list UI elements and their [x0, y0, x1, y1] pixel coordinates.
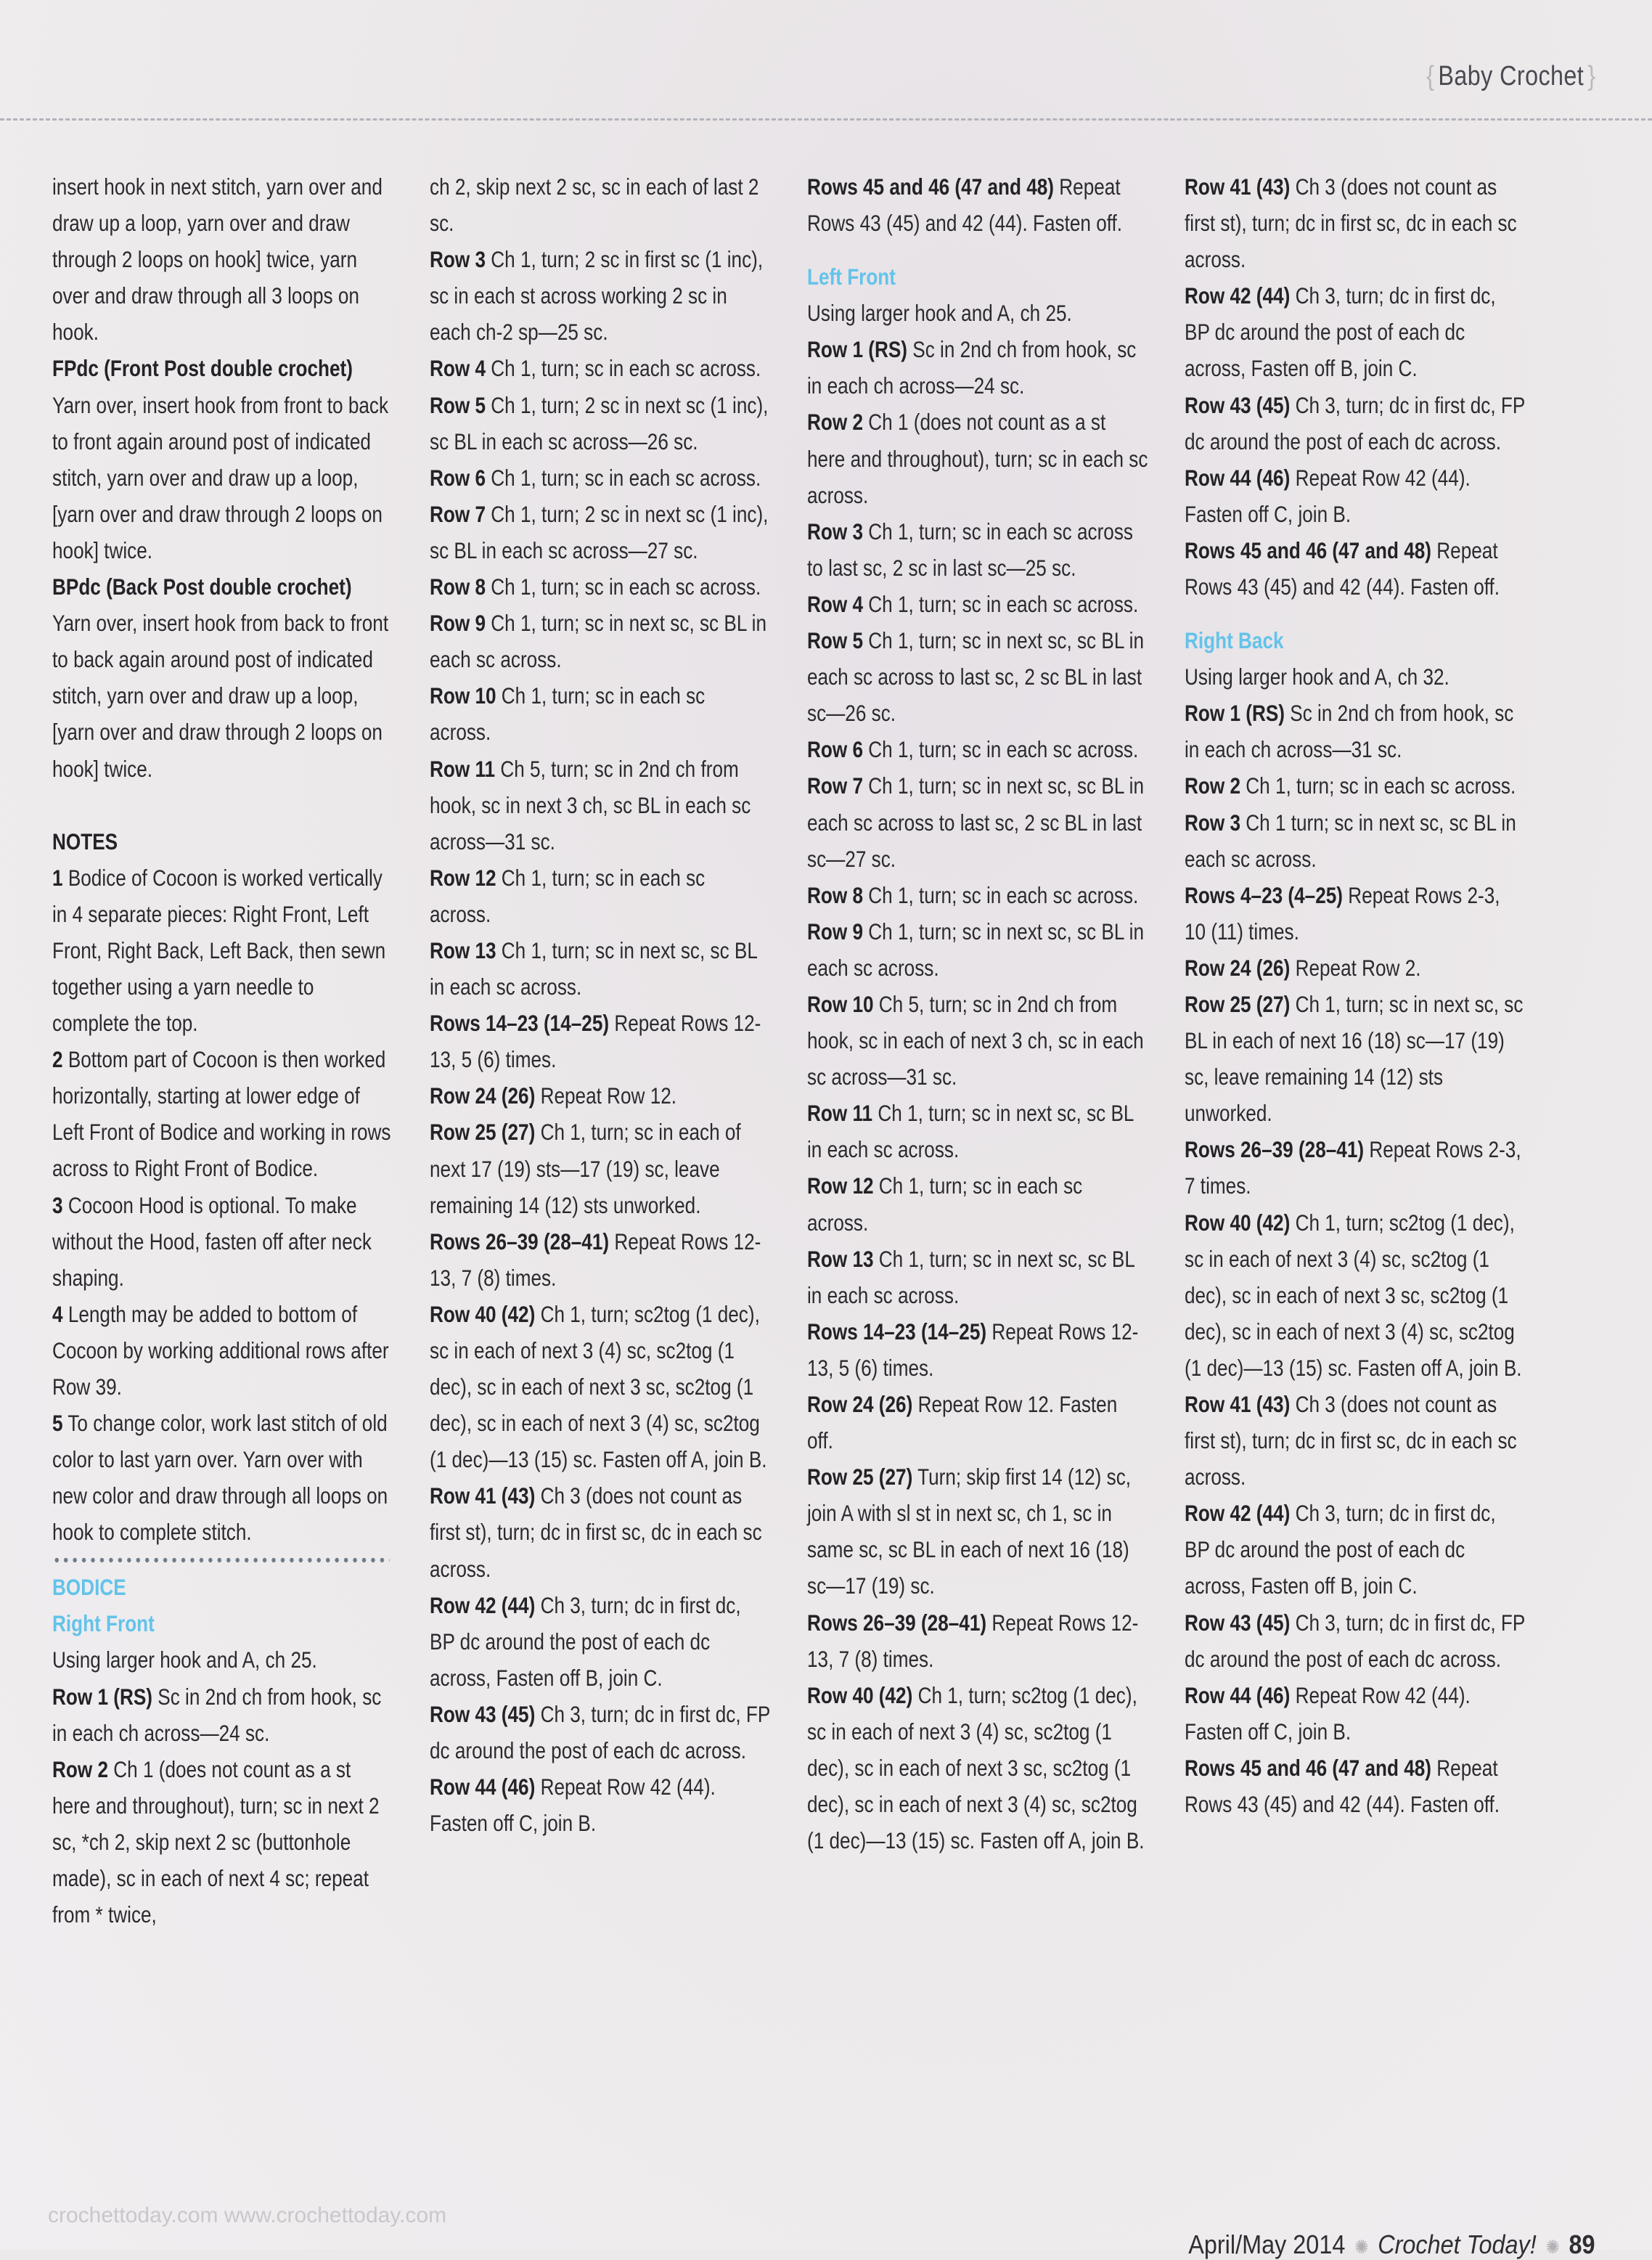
row-label: Rows 26–39 (28–41) [430, 1228, 610, 1255]
right-front-rows-continued [430, 241, 771, 1841]
pattern-row [52, 1751, 393, 1933]
row-label: Row 25 (27) [1185, 990, 1291, 1017]
spacer [1185, 605, 1526, 622]
row-label: Row 40 (42) [430, 1300, 536, 1327]
note-text: To change color, work last stitch of old color to last yarn over. Yarn over with new color and draw through all loops on hook to complete stitch. [52, 1410, 388, 1546]
row-instructions: Ch 3, turn; dc in first dc, BP dc around the post of each dc across, Fasten off B, join C. [1185, 282, 1496, 382]
row-instructions: Ch 1, turn; sc in each sc across. [430, 864, 706, 927]
notes-heading: NOTES [52, 828, 118, 854]
spacer [52, 787, 393, 823]
row-instructions: Ch 1 (does not count as a st here and throughout), turn; sc in each sc across. [807, 409, 1148, 508]
row-label: Row 13 [430, 937, 496, 963]
row-instructions: Repeat Rows 12-13, 5 (6) times. [807, 1318, 1139, 1381]
row-label: Row 1 (RS) [1185, 700, 1285, 727]
row-instructions: Ch 1, turn; sc in each sc across. [485, 464, 761, 491]
row-instructions: Ch 3, turn; dc in first dc, BP dc around the post of each dc across, Fasten off B, join C. [430, 1591, 741, 1691]
pattern-row [430, 1223, 771, 1296]
note-number: 3 [52, 1191, 63, 1218]
row-instructions: Ch 1, turn; sc in each sc across. [862, 881, 1139, 908]
row-instructions: Ch 1, turn; sc in next sc, sc BL in each sc across to last sc, 2 sc BL in last sc—27 sc. [807, 772, 1145, 872]
row-instructions: Ch 1, turn; sc in each sc across. [807, 1172, 1083, 1236]
pattern-row [1185, 1604, 1526, 1677]
row-label: Row 13 [807, 1245, 874, 1272]
pattern-row [430, 568, 771, 605]
row-label: Row 43 (45) [1185, 1609, 1291, 1636]
row-label: Row 2 [807, 409, 863, 436]
pattern-row [430, 460, 771, 496]
pattern-row [807, 767, 1148, 876]
footer-magazine: Crochet Today! [1378, 2230, 1537, 2259]
pattern-row [1185, 1495, 1526, 1604]
pattern-row [430, 1296, 771, 1477]
pattern-row [1185, 1750, 1526, 1822]
row-instructions: Turn; skip first 14 (12) sc, join A with sl st in next sc, ch 1, sc in same sc, sc BL in each of next 16 (18) sc—17 (19) sc. [807, 1464, 1132, 1599]
pattern-row [52, 1041, 393, 1186]
row-label: Row 4 [807, 590, 863, 617]
row-instructions: Repeat Row 2. [1290, 954, 1421, 981]
row-label: Row 1 (RS) [52, 1683, 153, 1710]
row-label: Row 11 [430, 755, 496, 782]
pattern-row [430, 1696, 771, 1769]
row-instructions: Ch 1, turn; sc in each sc across to last sc, 2 sc in last sc—25 sc. [807, 518, 1133, 581]
pattern-row [807, 731, 1148, 767]
row-instructions: Sc in 2nd ch from hook, sc in each ch across—31 sc. [1185, 700, 1514, 763]
pattern-row [430, 387, 771, 460]
row-instructions: Repeat Row 12. Fasten off. [807, 1391, 1118, 1454]
column-3 [807, 168, 1148, 1859]
row-label: Row 12 [430, 864, 496, 891]
pattern-row [807, 1313, 1148, 1386]
row-label: Row 41 (43) [1185, 1391, 1291, 1417]
pattern-row [430, 860, 771, 932]
row-label: Row 25 (27) [807, 1464, 913, 1490]
row-instructions: Repeat Rows 43 (45) and 42 (44). Fasten off. [807, 174, 1123, 237]
row-instructions: Repeat Rows 12-13, 5 (6) times. [430, 1010, 761, 1073]
pattern-row [1185, 695, 1526, 767]
pattern-row [1185, 804, 1526, 877]
pattern-row [52, 1678, 393, 1751]
row-label: Row 8 [807, 881, 863, 908]
pattern-row [430, 350, 771, 386]
row-label: Row 5 [430, 391, 486, 418]
row-label: Row 1 (RS) [807, 336, 908, 363]
row-label: Row 10 [430, 682, 496, 709]
pattern-row [807, 1677, 1148, 1859]
row-label: Row 9 [807, 918, 863, 945]
pattern-row [52, 1187, 393, 1296]
intro-paragraph: insert hook in next stitch, yarn over and draw up a loop, yarn over and draw through 2 loops on hook] twice, yarn over and draw through all 3 loops on hook. [52, 174, 383, 346]
row-label: Row 12 [807, 1172, 874, 1199]
pattern-row [1185, 1386, 1526, 1495]
pattern-row [807, 986, 1148, 1095]
row-label: Row 24 (26) [1185, 954, 1291, 981]
row-instructions: Ch 1, turn; sc in next sc, sc BL in each sc across. [807, 1100, 1134, 1163]
row-instructions: Ch 1, turn; sc in each sc across. [485, 574, 761, 600]
pattern-row [807, 168, 1148, 241]
left-front-final-rows [1185, 168, 1526, 605]
note-text: Bodice of Cocoon is worked vertically in 4 separate pieces: Right Front, Left Front, Right Back, Left Back, then sewn together using a yarn needle to complete the top. [52, 864, 386, 1037]
pattern-row [430, 605, 771, 677]
right-front-rows [52, 1678, 393, 1933]
row-label: Row 7 [807, 772, 863, 799]
header-bracket-close: } [1587, 61, 1596, 91]
row-label: Row 7 [430, 500, 486, 527]
row-instructions: Ch 1, turn; 2 sc in first sc (1 inc), sc in each st across working 2 sc in each ch-2 sp—25 sc. [430, 246, 764, 346]
bpdc-definition [52, 568, 393, 787]
pattern-row [1185, 460, 1526, 532]
row-label: Row 42 (44) [1185, 282, 1291, 309]
pattern-row [430, 1477, 771, 1586]
spacer [807, 241, 1148, 258]
fpdc-definition [52, 350, 393, 568]
pattern-row [1185, 387, 1526, 460]
ghost-url-text: crochettoday.com www.crochettoday.com [48, 2203, 447, 2227]
note-text: Bottom part of Cocoon is then worked horizontally, starting at lower edge of Left Front of Bodice and working in rows across to Right Front of Bodice. [52, 1046, 391, 1182]
pattern-row [52, 1296, 393, 1405]
pattern-row [430, 1114, 771, 1223]
footer-bullet-icon: ✺ [1354, 2236, 1370, 2258]
notes-list [52, 860, 393, 1551]
row-label: Rows 26–39 (28–41) [1185, 1136, 1365, 1163]
right-front-start: Using larger hook and A, ch 25. [52, 1647, 317, 1673]
row-label: Rows 45 and 46 (47 and 48) [1185, 1754, 1432, 1781]
pattern-row [807, 1459, 1148, 1604]
footer-bullet-icon: ✺ [1545, 2236, 1561, 2258]
row-label: Row 42 (44) [1185, 1500, 1291, 1527]
row-label: Rows 14–23 (14–25) [807, 1318, 987, 1345]
row-label: Row 25 (27) [430, 1119, 536, 1146]
row-label: Rows 4–23 (4–25) [1185, 881, 1344, 908]
pattern-row [807, 1604, 1148, 1677]
right-back-rows [1185, 695, 1526, 1822]
row-label: Rows 26–39 (28–41) [807, 1609, 987, 1636]
page-footer [1189, 2230, 1595, 2260]
right-back-heading: Right Back [1185, 627, 1284, 654]
pattern-row [430, 241, 771, 350]
row-label: Rows 14–23 (14–25) [430, 1010, 610, 1037]
row-instructions: Repeat Rows 2-3, 10 (11) times. [1185, 881, 1500, 945]
pattern-row [430, 751, 771, 860]
pattern-row [1185, 168, 1526, 277]
row-instructions: Ch 3 (does not count as first st), turn; dc in first sc, dc in each sc across. [1185, 174, 1517, 273]
row-instructions: Ch 3, turn; dc in first dc, FP dc around the post of each dc across. [430, 1700, 770, 1764]
pattern-row [52, 1405, 393, 1550]
pattern-row [807, 1386, 1148, 1459]
bpdc-text: Yarn over, insert hook from back to front to back again around post of indicated stitch, yarn over and draw up a loop, [yarn over and draw through 2 loops on hook] twice. [52, 610, 389, 782]
row-label: Row 11 [807, 1100, 873, 1127]
pattern-row [807, 1095, 1148, 1167]
row-instructions: Repeat Row 42 (44). Fasten off C, join B. [430, 1774, 716, 1837]
row-instructions: Ch 1, turn; sc2tog (1 dec), sc in each of next 3 (4) sc, sc2tog (1 dec), sc in each of next 3 sc, sc2tog (1 dec), sc in each of next 3 (4) sc, sc2tog (1 dec)—13 (15) sc. Fasten off A, join B. [807, 1681, 1145, 1854]
note-number: 1 [52, 864, 63, 891]
column-4 [1185, 168, 1526, 1822]
pattern-row [1185, 532, 1526, 605]
row-instructions: Ch 1, turn; sc2tog (1 dec), sc in each of next 3 (4) sc, sc2tog (1 dec), sc in each of next 3 sc, sc2tog (1 dec), sc in each of next 3 (4) sc, sc2tog (1 dec)—13 (15) sc. Fasten off A, join B. [1185, 1209, 1522, 1381]
pattern-row [1185, 950, 1526, 986]
row-instructions: Repeat Row 12. [535, 1082, 677, 1109]
row-instructions: Repeat Rows 43 (45) and 42 (44). Fasten off. [1185, 1754, 1500, 1818]
pattern-row [1185, 767, 1526, 804]
row-label: Row 5 [807, 627, 863, 654]
row-instructions: Ch 1, turn; sc in each sc across. [862, 736, 1139, 763]
row-instructions: Ch 1 (does not count as a st here and throughout), turn; sc in next 2 sc, *ch 2, skip next 2 sc (buttonhole made), sc in each of next 4 sc; repeat from * twice, [52, 1755, 380, 1928]
row-label: Row 3 [430, 246, 486, 273]
pattern-row [807, 1167, 1148, 1240]
column-2 [430, 168, 771, 1841]
row-instructions: Sc in 2nd ch from hook, sc in each ch across—24 sc. [52, 1683, 382, 1746]
bpdc-term: BPdc (Back Post double crochet) [52, 574, 352, 600]
row-label: Row 44 (46) [1185, 464, 1291, 491]
fpdc-term: FPdc (Front Post double crochet) [52, 355, 353, 382]
header-section-title: Baby Crochet [1438, 61, 1584, 91]
right-front-heading: Right Front [52, 1610, 155, 1637]
row-instructions: Ch 1, turn; sc in next sc, sc BL in each sc across to last sc, 2 sc BL in last sc—26 sc. [807, 627, 1145, 727]
row-label: Row 2 [1185, 772, 1240, 799]
pattern-row [430, 677, 771, 750]
pattern-row [1185, 1131, 1526, 1204]
row-label: Row 44 (46) [1185, 1681, 1291, 1708]
row-instructions: Ch 1, turn; 2 sc in next sc (1 inc), sc BL in each sc across—26 sc. [430, 391, 769, 454]
row-instructions: Repeat Row 42 (44). Fasten off C, join B. [1185, 1681, 1471, 1745]
row-instructions: Repeat Rows 12-13, 7 (8) times. [807, 1609, 1139, 1672]
row-instructions: Ch 1 turn; sc in next sc, sc BL in each sc across. [1185, 809, 1516, 872]
left-front-start: Using larger hook and A, ch 25. [807, 300, 1072, 327]
row-instructions: Ch 3 (does not count as first st), turn; dc in first sc, dc in each sc across. [1185, 1391, 1517, 1490]
note-text: Cocoon Hood is optional. To make without the Hood, fasten off after neck shaping. [52, 1191, 372, 1291]
row-instructions: Ch 5, turn; sc in 2nd ch from hook, sc in each of next 3 ch, sc in each sc across—31 sc. [807, 990, 1144, 1090]
row-label: Row 2 [52, 1755, 108, 1782]
row-label: Row 8 [430, 574, 486, 600]
row-label: Row 40 (42) [807, 1681, 913, 1708]
row-instructions: Ch 1, turn; sc in next sc, sc BL in each sc across. [430, 610, 767, 673]
pattern-row [1185, 877, 1526, 950]
row-instructions: Ch 1, turn; sc in each sc across. [485, 355, 761, 382]
pattern-row [430, 932, 771, 1005]
row-label: Row 43 (45) [430, 1700, 536, 1727]
footer-issue: April/May 2014 [1188, 2230, 1346, 2259]
row-instructions: Ch 1, turn; 2 sc in next sc (1 inc), sc BL in each sc across—27 sc. [430, 500, 769, 563]
pattern-row [807, 1241, 1148, 1313]
row-label: Row 6 [430, 464, 486, 491]
pattern-row [430, 1077, 771, 1114]
row-instructions: Repeat Row 42 (44). Fasten off C, join B. [1185, 464, 1471, 527]
pattern-row [807, 877, 1148, 913]
page-number: 89 [1569, 2230, 1595, 2259]
row-label: Rows 45 and 46 (47 and 48) [1185, 537, 1432, 563]
row-label: Row 3 [807, 518, 863, 544]
left-front-rows [807, 331, 1148, 1859]
row-instructions: Ch 1, turn; sc in each sc across. [862, 590, 1139, 617]
pattern-row [1185, 1204, 1526, 1386]
pattern-row [1185, 1677, 1526, 1750]
row-label: Row 9 [430, 610, 486, 637]
row-instructions: Repeat Rows 43 (45) and 42 (44). Fasten off. [1185, 537, 1500, 600]
pattern-row [430, 1769, 771, 1841]
fpdc-text: Yarn over, insert hook from front to back to front again around post of indicated stitch, yarn over and draw up a loop, [yarn over and draw through 2 loops on hook] twice. [52, 391, 389, 563]
header-divider [0, 118, 1652, 121]
row-instructions: Ch 1, turn; sc in each of next 17 (19) sts—17 (19) sc, leave remaining 14 (12) sts unworked. [430, 1119, 741, 1218]
dotted-divider [52, 1557, 390, 1563]
pattern-row [430, 496, 771, 568]
row-label: Rows 45 and 46 (47 and 48) [807, 174, 1055, 200]
pattern-row [807, 404, 1148, 513]
pattern-row [807, 331, 1148, 404]
row-instructions: Ch 3, turn; dc in first dc, BP dc around the post of each dc across, Fasten off B, join C. [1185, 1500, 1496, 1599]
header-bracket-open: { [1426, 61, 1435, 91]
note-number: 4 [52, 1300, 63, 1327]
column-1 [52, 168, 393, 1933]
pattern-row [807, 622, 1148, 731]
note-number: 5 [52, 1410, 63, 1437]
row-instructions: Ch 3 (does not count as first st), turn; dc in first sc, dc in each sc across. [430, 1482, 762, 1582]
row-instructions: Ch 3, turn; dc in first dc, FP dc around the post of each dc across. [1185, 1609, 1525, 1672]
row-label: Row 41 (43) [430, 1482, 536, 1509]
row-label: Row 42 (44) [430, 1591, 536, 1618]
bodice-heading: BODICE [52, 1574, 126, 1601]
right-front-final-rows [807, 168, 1148, 241]
row-instructions: Ch 1, turn; sc in next sc, sc BL in each sc across. [807, 1245, 1134, 1308]
row-label: Row 24 (26) [430, 1082, 536, 1109]
row-instructions: Repeat Rows 2-3, 7 times. [1185, 1136, 1521, 1199]
running-header [1423, 61, 1600, 92]
row-label: Row 43 (45) [1185, 391, 1291, 418]
note-text: Length may be added to bottom of Cocoon by working additional rows after Row 39. [52, 1300, 389, 1400]
row-instructions: Ch 1, turn; sc in each sc across. [1240, 772, 1516, 799]
right-back-start: Using larger hook and A, ch 32. [1185, 664, 1449, 690]
pattern-row [1185, 986, 1526, 1131]
row-instructions: Ch 1, turn; sc2tog (1 dec), sc in each of next 3 (4) sc, sc2tog (1 dec), sc in each of next 3 sc, sc2tog (1 dec), sc in each of next 3 (4) sc, sc2tog (1 dec)—13 (15) sc. Fasten off A, join B. [430, 1300, 767, 1473]
row-label: Row 10 [807, 990, 874, 1017]
row-instructions: Sc in 2nd ch from hook, sc in each ch across—24 sc. [807, 336, 1137, 399]
row-label: Row 4 [430, 355, 486, 382]
row-label: Row 41 (43) [1185, 174, 1291, 200]
pattern-row [430, 1587, 771, 1696]
row-label: Row 44 (46) [430, 1774, 536, 1800]
row-instructions: Ch 1, turn; sc in each sc across. [430, 682, 706, 746]
continued-row-text: ch 2, skip next 2 sc, sc in each of last 2 sc. [430, 174, 759, 237]
pattern-row [52, 860, 393, 1041]
pattern-row [807, 913, 1148, 986]
row-label: Row 40 (42) [1185, 1209, 1291, 1236]
row-instructions: Ch 5, turn; sc in 2nd ch from hook, sc in next 3 ch, sc BL in each sc across—31 sc. [430, 755, 751, 854]
pattern-row [1185, 277, 1526, 386]
row-instructions: Ch 1, turn; sc in next sc, sc BL in each sc across. [430, 937, 757, 1000]
pattern-row [807, 586, 1148, 622]
note-number: 2 [52, 1046, 63, 1073]
pattern-row [430, 1005, 771, 1077]
row-instructions: Repeat Rows 12-13, 7 (8) times. [430, 1228, 761, 1291]
row-instructions: Ch 3, turn; dc in first dc, FP dc around the post of each dc across. [1185, 391, 1525, 454]
row-label: Row 24 (26) [807, 1391, 913, 1417]
row-label: Row 6 [807, 736, 863, 763]
pattern-row [807, 513, 1148, 586]
row-label: Row 3 [1185, 809, 1240, 836]
row-instructions: Ch 1, turn; sc in next sc, sc BL in each sc across. [807, 918, 1145, 981]
row-instructions: Ch 1, turn; sc in next sc, sc BL in each of next 16 (18) sc—17 (19) sc, leave remaining 14 (12) sts unworked. [1185, 990, 1524, 1127]
left-front-heading: Left Front [807, 264, 896, 290]
